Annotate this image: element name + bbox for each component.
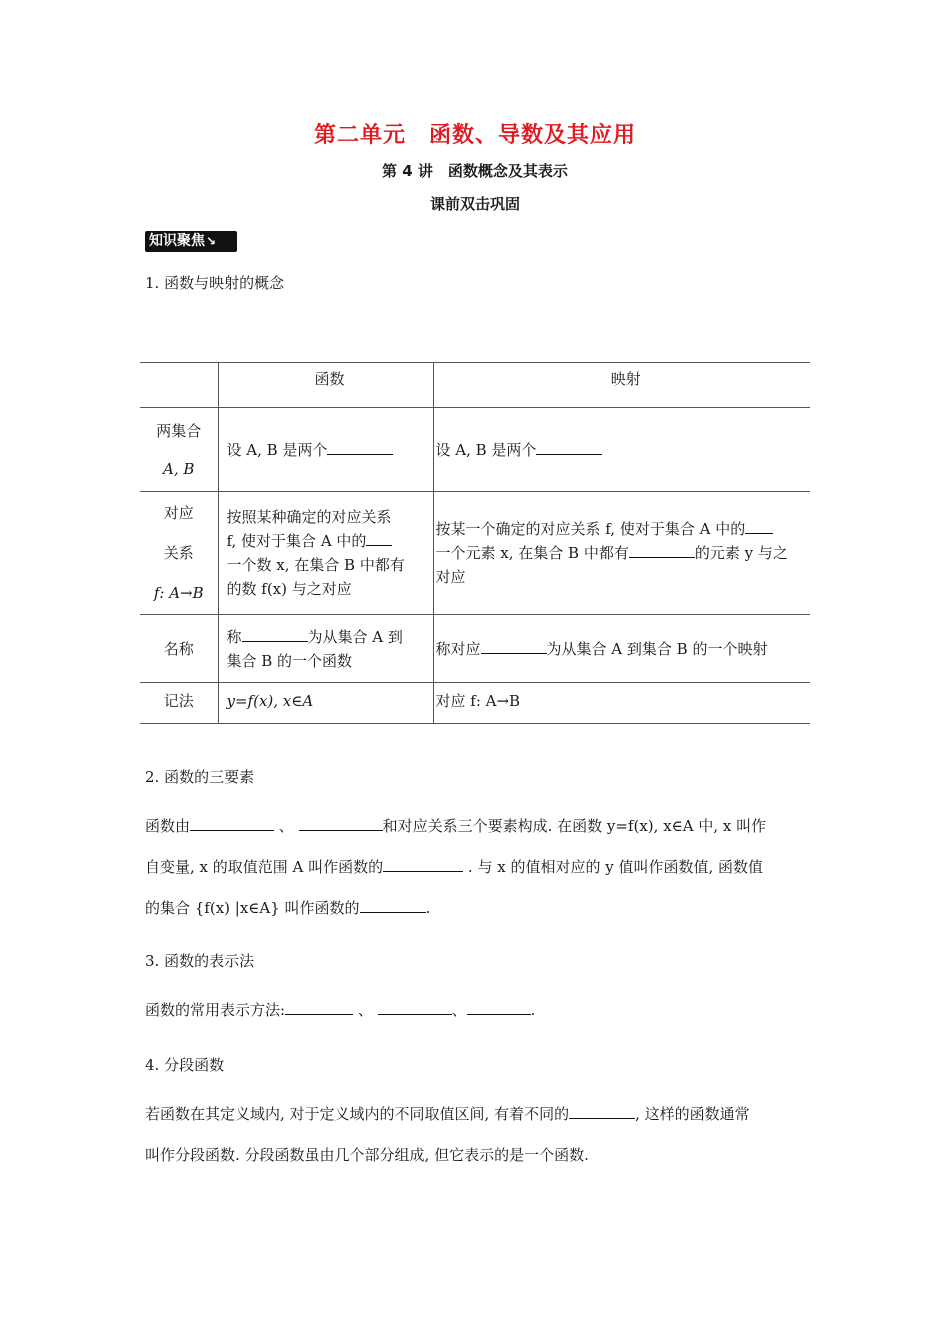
para-text: 的集合 {f(x) |x∈A} 叫作函数的 [145, 899, 360, 917]
cell-text: f, 使对于集合 A 中的 [226, 532, 367, 550]
cell-line [227, 529, 433, 553]
fill-blank[interactable] [629, 543, 695, 558]
cell-mapping-notation: 对应 f: A→B [433, 683, 810, 724]
fill-blank[interactable] [383, 857, 463, 872]
fill-blank[interactable] [378, 1000, 452, 1015]
cell-function-correspondence [218, 492, 433, 615]
para-text: . [530, 1001, 536, 1019]
cell-line [227, 553, 433, 577]
table-corner-cell [140, 363, 218, 408]
col-header-mapping: 映射 [433, 363, 810, 408]
fill-blank[interactable] [242, 627, 308, 642]
para-line [145, 888, 810, 929]
fill-blank[interactable] [327, 440, 393, 455]
cell-line: 集合 B 的一个函数 [226, 651, 353, 670]
fill-blank[interactable] [467, 1000, 531, 1015]
cell-text: 设 A, B 是两个 [435, 440, 537, 459]
para-line [145, 806, 810, 847]
cell-line: 的数 f(x) 与之对应 [226, 580, 352, 598]
function-mapping-table [140, 362, 810, 724]
cell-function-notation: y=f(x), x∈A [218, 683, 433, 724]
cell-mapping-name [433, 615, 810, 683]
cell-text: 的元素 y 与之 [694, 544, 788, 562]
paragraph-three-elements [145, 806, 810, 929]
cell-mapping-correspondence [433, 492, 810, 615]
row-label-line: f: A→B [153, 584, 204, 602]
para-text: 、 [451, 1001, 467, 1019]
table-row-sets [140, 408, 810, 492]
cell-line [436, 517, 811, 541]
cell-function-sets [218, 408, 433, 492]
cell-text: 设 A, B 是两个 [226, 440, 328, 459]
row-label-line: 对应 [163, 504, 194, 522]
table-header-row [140, 363, 810, 408]
table-row-notation [140, 683, 810, 724]
fill-blank[interactable] [745, 519, 773, 534]
para-text: , 这样的函数通常 [635, 1105, 750, 1123]
lesson-title: 第 4 讲 函数概念及其表示 [382, 162, 568, 180]
cell-text: 为从集合 A 到 [307, 627, 403, 646]
para-text: . 与 x 的值相对应的 y 值叫作函数值, 函数值 [467, 858, 764, 876]
cell-text: 称对应 [435, 639, 481, 658]
col-header-function: 函数 [218, 363, 433, 408]
fill-blank[interactable] [366, 531, 392, 546]
badge-label: 知识聚焦 [149, 233, 205, 249]
cell-text: 称 [226, 627, 242, 646]
para-line [145, 1094, 810, 1135]
para-text: . [425, 899, 431, 917]
row-label-line: A, B [163, 459, 195, 478]
row-label-correspondence [140, 492, 218, 615]
cell-line: 对应 [435, 568, 466, 586]
knowledge-focus-badge [145, 231, 237, 252]
para-text: 若函数在其定义域内, 对于定义域内的不同取值区间, 有着不同的 [145, 1105, 570, 1123]
cell-line [436, 541, 811, 565]
row-label-sets [140, 408, 218, 492]
cell-text: 一个数 x, 在集合 B 中都有 [226, 556, 405, 574]
fill-blank[interactable] [285, 1000, 353, 1015]
para-text: 和对应关系三个要素构成. 在函数 y=f(x), x∈A 中, x 叫作 [382, 817, 767, 835]
paragraph-piecewise [145, 1094, 810, 1176]
para-text: 自变量, x 的取值范围 A 叫作函数的 [145, 858, 384, 876]
heading-representation: 3. 函数的表示法 [145, 952, 255, 970]
cell-mapping-sets [433, 408, 810, 492]
heading-three-elements: 2. 函数的三要素 [145, 768, 255, 786]
heading-piecewise: 4. 分段函数 [145, 1056, 225, 1074]
row-label-line: 关系 [163, 544, 194, 562]
para-text: 、 [278, 817, 294, 835]
para-line [145, 847, 810, 888]
para-text: 函数的常用表示方法: [145, 1001, 286, 1019]
row-label-name: 名称 [140, 615, 218, 683]
fill-blank[interactable] [360, 898, 426, 913]
section-title: 课前双击巩固 [429, 195, 520, 213]
para-text: 、 [357, 1001, 373, 1019]
unit-title: 第二单元 函数、导数及其应用 [313, 123, 636, 148]
cell-function-name [218, 615, 433, 683]
para-line: 叫作分段函数. 分段函数虽由几个部分组成, 但它表示的是一个函数. [145, 1146, 589, 1164]
cell-text: 一个元素 x, 在集合 B 中都有 [435, 544, 629, 562]
cell-line: 按照某种确定的对应关系 [226, 508, 392, 526]
cell-text: 为从集合 A 到集合 B 的一个映射 [546, 639, 768, 658]
para-text: 函数由 [145, 817, 191, 835]
table-row-name [140, 615, 810, 683]
row-label-line: 两集合 [156, 421, 202, 440]
table-row-correspondence [140, 492, 810, 615]
paragraph-representation [145, 990, 810, 1031]
fill-blank[interactable] [536, 440, 602, 455]
heading-function-mapping: 1. 函数与映射的概念 [145, 274, 285, 292]
fill-blank[interactable] [299, 816, 383, 831]
fill-blank[interactable] [481, 639, 547, 654]
cell-line [227, 625, 433, 649]
cell-text: 按某一个确定的对应关系 f, 使对于集合 A 中的 [435, 520, 746, 538]
arrow-down-right-icon: ↘ [206, 234, 217, 248]
row-label-notation: 记法 [140, 683, 218, 724]
fill-blank[interactable] [569, 1104, 635, 1119]
fill-blank[interactable] [190, 816, 274, 831]
